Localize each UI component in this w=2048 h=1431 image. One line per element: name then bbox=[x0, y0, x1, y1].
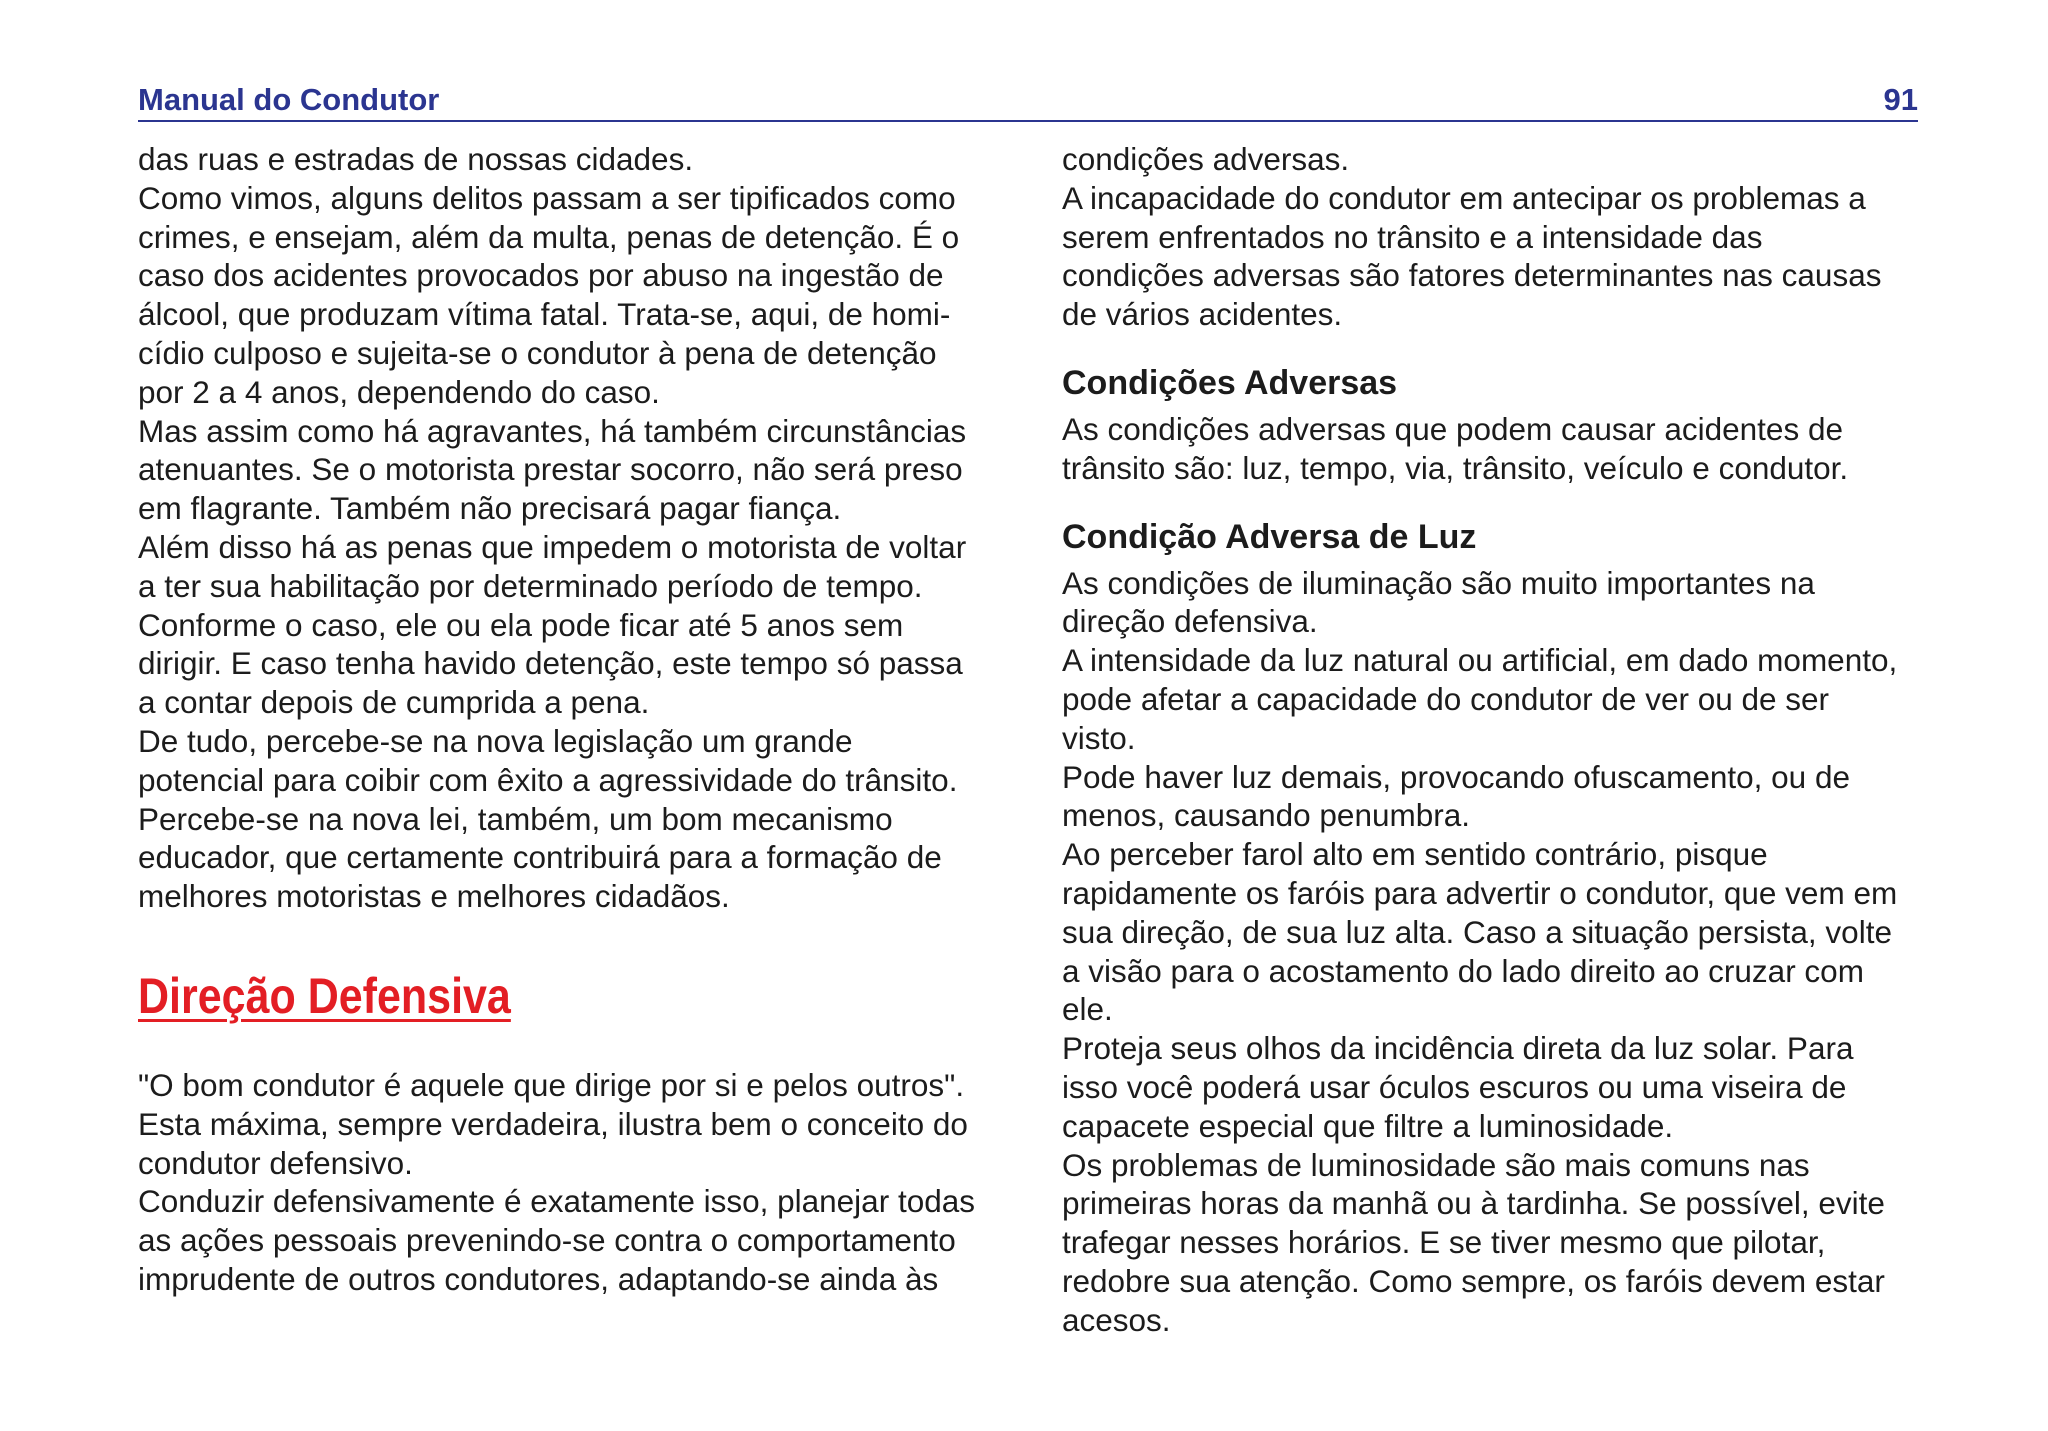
left-paragraph-block-2 bbox=[138, 1066, 1008, 1299]
text-line: "O bom condutor é aquele que dirige por si e pelos outros". bbox=[138, 1066, 965, 1103]
right-paragraph-block-2 bbox=[1062, 410, 1932, 488]
text-line: serem enfrentados no trânsito e a intensidade das bbox=[1062, 218, 1763, 255]
text-line: educador, que certamente contribuirá para a formação de bbox=[138, 839, 942, 876]
text-line: menos, causando penumbra. bbox=[1062, 797, 1471, 834]
section-title-direcao-defensiva: Direção Defensiva bbox=[138, 967, 511, 1024]
text-line: por 2 a 4 anos, dependendo do caso. bbox=[138, 373, 660, 410]
text-line: Os problemas de luminosidade são mais comuns nas bbox=[1062, 1146, 1810, 1183]
text-line: rapidamente os faróis para advertir o condutor, que vem em bbox=[1062, 874, 1898, 911]
text-line: imprudente de outros condutores, adaptando-se ainda às bbox=[138, 1260, 939, 1297]
text-line: redobre sua atenção. Como sempre, os faróis devem estar bbox=[1062, 1262, 1885, 1299]
text-line: sua direção, de sua luz alta. Caso a situação persista, volte bbox=[1062, 913, 1892, 950]
text-line: De tudo, percebe-se na nova legislação um grande bbox=[138, 722, 853, 759]
text-line: atenuantes. Se o motorista prestar socorro, não será preso bbox=[138, 451, 963, 488]
right-column bbox=[1062, 140, 1932, 1340]
text-line: isso você poderá usar óculos escuros ou uma viseira de bbox=[1062, 1068, 1847, 1105]
right-paragraph-block-3 bbox=[1062, 564, 1932, 1340]
text-line: pode afetar a capacidade do condutor de ver ou de ser bbox=[1062, 680, 1830, 717]
left-paragraph-block bbox=[138, 140, 1008, 916]
text-line: As condições adversas que podem causar acidentes de bbox=[1062, 410, 1843, 447]
text-line: a ter sua habilitação por determinado período de tempo. bbox=[138, 567, 923, 604]
text-line: dirigir. E caso tenha havido detenção, este tempo só passa bbox=[138, 645, 963, 682]
text-line: acesos. bbox=[1062, 1301, 1171, 1338]
text-line: Conduzir defensivamente é exatamente isso, planejar todas bbox=[138, 1183, 975, 1220]
text-line: A intensidade da luz natural ou artificial, em dado momento, bbox=[1062, 642, 1898, 679]
subheading-condicao-adversa-de-luz: Condição Adversa de Luz bbox=[1062, 517, 1477, 556]
text-line: Como vimos, alguns delitos passam a ser tipificados como bbox=[138, 179, 956, 216]
text-line: Além disso há as penas que impedem o motorista de voltar bbox=[138, 528, 967, 565]
text-line: das ruas e estradas de nossas cidades. bbox=[138, 141, 694, 177]
text-line: Percebe-se na nova lei, também, um bom mecanismo bbox=[138, 800, 893, 837]
text-line: A incapacidade do condutor em antecipar os problemas a bbox=[1062, 179, 1866, 216]
right-paragraph-block bbox=[1062, 140, 1932, 334]
text-line: a contar depois de cumprida a pena. bbox=[138, 684, 650, 721]
page-header bbox=[138, 80, 1918, 122]
subheading-condicoes-adversas: Condições Adversas bbox=[1062, 363, 1398, 402]
text-line: Pode haver luz demais, provocando ofuscamento, ou de bbox=[1062, 758, 1850, 795]
text-line: caso dos acidentes provocados por abuso na ingestão de bbox=[138, 257, 944, 294]
text-line: a visão para o acostamento do lado direito ao cruzar com bbox=[1062, 952, 1864, 989]
text-line: em flagrante. Também não precisará pagar fiança. bbox=[138, 490, 842, 527]
text-line: cídio culposo e sujeita-se o condutor à pena de detenção bbox=[138, 334, 937, 371]
text-line: Ao perceber farol alto em sentido contrário, pisque bbox=[1062, 836, 1768, 873]
text-line: Conforme o caso, ele ou ela pode ficar até 5 anos sem bbox=[138, 606, 904, 643]
text-line: primeiras horas da manhã ou à tardinha. Se possível, evite bbox=[1062, 1185, 1885, 1222]
manual-title: Manual do Condutor bbox=[138, 82, 440, 117]
text-line: trânsito são: luz, tempo, via, trânsito, veículo e condutor. bbox=[1062, 449, 1849, 486]
text-line: álcool, que produzam vítima fatal. Trata-se, aqui, de homi- bbox=[138, 296, 951, 333]
text-line: ele. bbox=[1062, 991, 1113, 1028]
text-line: Esta máxima, sempre verdadeira, ilustra bem o conceito do bbox=[138, 1105, 968, 1142]
text-line: trafegar nesses horários. E se tiver mesmo que pilotar, bbox=[1062, 1224, 1826, 1261]
text-line: condições adversas. bbox=[1062, 141, 1350, 177]
text-line: Proteja seus olhos da incidência direta da luz solar. Para bbox=[1062, 1030, 1854, 1067]
text-line: potencial para coibir com êxito a agressividade do trânsito. bbox=[138, 761, 958, 798]
text-line: de vários acidentes. bbox=[1062, 296, 1343, 333]
left-column bbox=[138, 140, 1008, 1299]
text-line: visto. bbox=[1062, 719, 1136, 756]
text-line: crimes, e ensejam, além da multa, penas de detenção. É o bbox=[138, 218, 960, 255]
text-line: as ações pessoais prevenindo-se contra o comportamento bbox=[138, 1222, 956, 1259]
text-line: condições adversas são fatores determinantes nas causas bbox=[1062, 257, 1882, 294]
text-line: condutor defensivo. bbox=[138, 1144, 413, 1181]
text-line: melhores motoristas e melhores cidadãos. bbox=[138, 878, 730, 915]
text-line: Mas assim como há agravantes, há também circunstâncias bbox=[138, 412, 967, 449]
text-line: capacete especial que filtre a luminosidade. bbox=[1062, 1107, 1674, 1144]
page-number: 91 bbox=[1883, 82, 1918, 117]
text-line: direção defensiva. bbox=[1062, 603, 1318, 640]
text-line: As condições de iluminação são muito importantes na bbox=[1062, 564, 1815, 601]
